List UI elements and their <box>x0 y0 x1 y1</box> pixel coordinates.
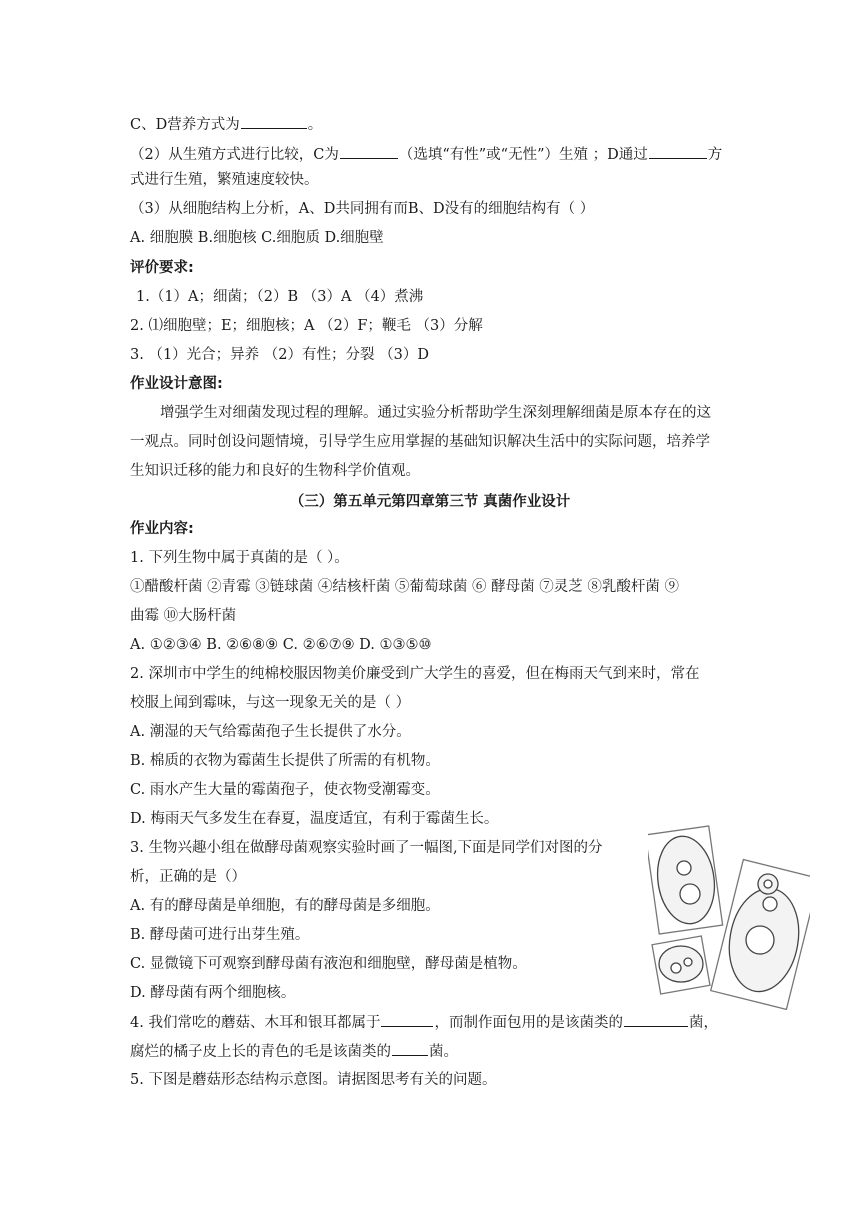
line-reproduction: （2）从生殖方式进行比较，C为 （选填“有性”或“无性”）生殖 ；D通过 方 <box>130 144 722 165</box>
question-2-option-d: D. 梅雨天气多发生在春夏，温度适宜，有利于霉菌生长。 <box>130 811 499 827</box>
line-nutrition: C、D营养方式为 。 <box>130 114 322 135</box>
question-3-option-a: A. 有的酵母菌是单细胞，有的酵母菌是多细胞。 <box>130 898 440 914</box>
eval-answer-2: 2. ⑴细胞壁；E；细胞核；A （2）F；鞭毛 （3）分解 <box>130 318 483 334</box>
question-2-option-c: C. 雨水产生大量的霉菌孢子，使衣物受潮霉变。 <box>130 782 440 798</box>
question-1-organisms: ①醋酸杆菌 ②青霉 ③链球菌 ④结核杆菌 ⑤葡萄球菌 ⑥ 酵母菌 ⑦灵芝 ⑧乳酸杆菌 ⑨ <box>130 579 679 595</box>
question-3-option-b: B. 酵母菌可进行出芽生殖。 <box>130 927 310 943</box>
answer-blank[interactable] <box>649 144 707 159</box>
answer-blank[interactable] <box>241 114 307 129</box>
eval-answer-1: 1.（1）A；细菌；（2）B （3）A （4）煮沸 <box>136 289 424 305</box>
section-title: （三）第五单元第四章第三节 真菌作业设计 <box>289 494 571 510</box>
line-cell-structure: （3）从细胞结构上分析，A、D共同拥有而B、D没有的细胞结构有（ ） <box>130 201 595 217</box>
answer-blank[interactable] <box>624 1012 688 1027</box>
question-4-line-1: 4. 我们常吃的蘑菇、木耳和银耳都属于 ，而制作面包用的是该菌类的 菌， <box>130 1012 718 1033</box>
intent-heading: 作业设计意图: <box>130 376 223 392</box>
content-heading: 作业内容: <box>130 521 194 537</box>
answer-blank[interactable] <box>392 1041 428 1056</box>
intent-paragraph-line: 增强学生对细菌发现过程的理解。通过实验分析帮助学生深刻理解细菌是原本存在的这 <box>160 405 711 421</box>
question-2-option-a: A. 潮湿的天气给霉菌孢子生长提供了水分。 <box>130 724 411 740</box>
yeast-cells-illustration <box>648 822 810 1010</box>
question-2-stem: 2. 深圳市中学生的纯棉校服因物美价廉受到广大学生的喜爱，但在梅雨天气到来时，常在 <box>130 666 700 682</box>
eval-heading: 评价要求: <box>130 260 194 276</box>
question-3-option-d: D. 酵母菌有两个细胞核。 <box>130 985 296 1001</box>
question-3-option-c: C. 显微镜下可观察到酵母菌有液泡和细胞壁，酵母菌是植物。 <box>130 956 527 972</box>
question-4-line-2: 腐烂的橘子皮上长的青色的毛是该菌类的 菌。 <box>130 1041 458 1062</box>
answer-blank[interactable] <box>381 1012 433 1027</box>
question-3-stem: 3. 生物兴趣小组在做酵母菌观察实验时画了一幅图,下面是同学们对图的分 <box>130 840 603 856</box>
question-1-stem: 1. 下列生物中属于真菌的是（ ）。 <box>130 550 349 566</box>
question-2-stem-cont: 校服上闻到霉味，与这一现象无关的是（ ） <box>130 695 411 711</box>
answer-blank[interactable] <box>340 144 398 159</box>
line-options: A. 细胞膜 B.细胞核 C.细胞质 D.细胞壁 <box>130 230 384 246</box>
question-1-organisms-cont: 曲霉 ⑩大肠杆菌 <box>130 608 237 624</box>
question-1-choices: A. ①②③④ B. ②⑥⑧⑨ C. ②⑥⑦⑨ D. ①③⑤⑩ <box>130 637 432 653</box>
question-5-stem: 5. 下图是蘑菇形态结构示意图。请据图思考有关的问题。 <box>130 1072 497 1088</box>
intent-paragraph-line: 一观点。同时创设问题情境，引导学生应用掌握的基础知识解决生活中的实际问题，培养学 <box>130 434 710 450</box>
question-3-stem-cont: 析，正确的是（） <box>130 869 246 885</box>
line-reproduction-cont: 式进行生殖，繁殖速度较快。 <box>130 172 319 188</box>
intent-paragraph-line: 生知识迁移的能力和良好的生物科学价值观。 <box>130 463 420 479</box>
eval-answer-3: 3. （1）光合；异养 （2）有性；分裂 （3）D <box>130 347 429 363</box>
question-2-option-b: B. 棉质的衣物为霉菌生长提供了所需的有机物。 <box>130 753 440 769</box>
